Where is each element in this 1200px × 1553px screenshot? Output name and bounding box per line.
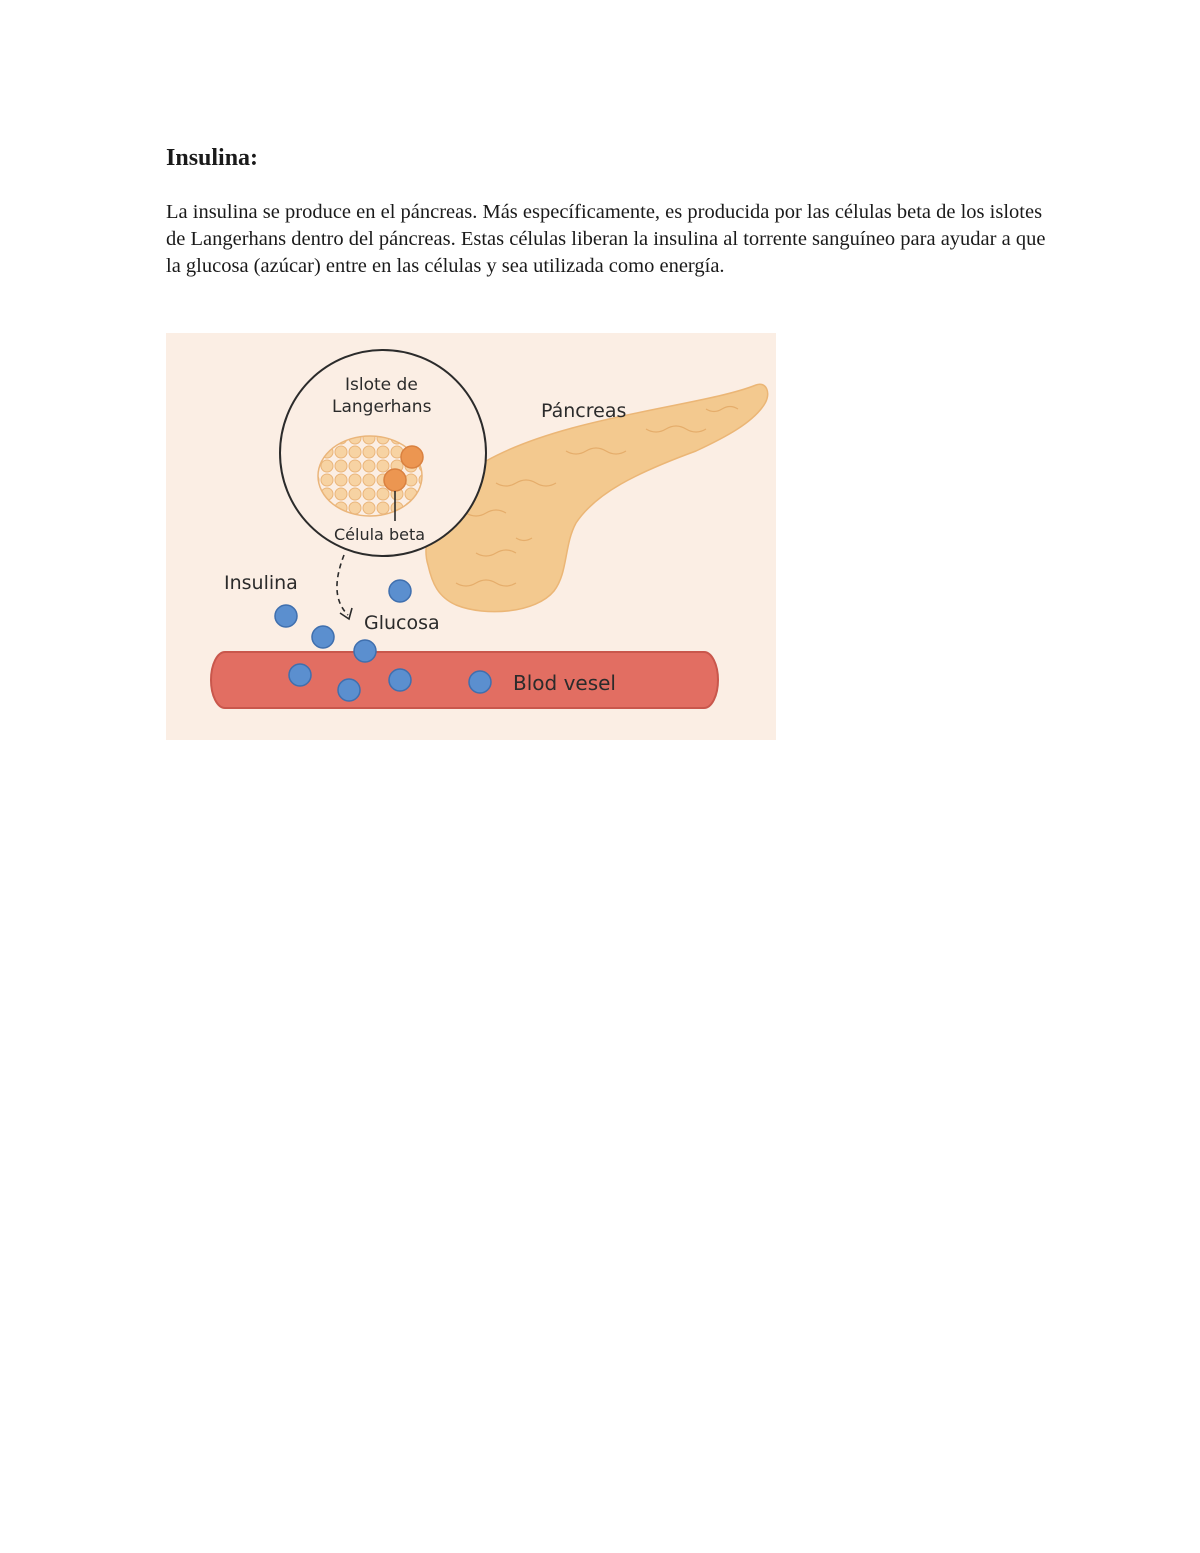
molecule: [275, 605, 297, 627]
molecule: [469, 671, 491, 693]
beta-cell-1: [401, 446, 423, 468]
pancreas-label: Páncreas: [541, 400, 627, 422]
molecule: [312, 626, 334, 648]
insulin-diagram: [166, 333, 776, 740]
beta-cell-2: [384, 469, 406, 491]
glucose-label: Glucosa: [364, 612, 440, 634]
arrow-head-icon: [340, 608, 352, 619]
insulin-label: Insulina: [224, 572, 298, 594]
blood-vessel: [211, 652, 718, 708]
body-paragraph: La insulina se produce en el páncreas. Más específicamente, es producida por las células beta de los islotes de Langerhans dentro del páncreas. Estas células liberan la insulina al torrente sanguíneo para ayudar a que la glucosa (azúcar) entre en las células y sea utilizada como energía.: [166, 201, 1046, 277]
islet-label-line1: Islote de: [345, 375, 418, 395]
diagram-svg: [166, 333, 776, 740]
molecule: [389, 669, 411, 691]
molecule: [289, 664, 311, 686]
molecule: [389, 580, 411, 602]
release-arrow: [337, 555, 348, 615]
molecule: [354, 640, 376, 662]
islet-label-line2: Langerhans: [332, 397, 432, 417]
beta-cell-label: Célula beta: [334, 525, 426, 544]
molecule: [338, 679, 360, 701]
blood-vessel-label: Blod vesel: [513, 671, 616, 695]
page-heading: Insulina:: [166, 145, 259, 171]
